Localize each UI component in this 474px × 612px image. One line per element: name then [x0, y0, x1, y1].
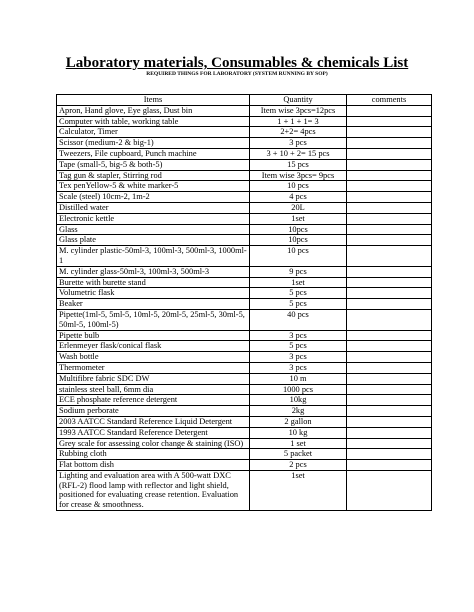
- comments-cell: [347, 438, 432, 449]
- comments-cell: [347, 170, 432, 181]
- quantity-cell: 1000 pcs: [250, 384, 347, 395]
- comments-cell: [347, 384, 432, 395]
- item-cell: Beaker: [57, 299, 250, 310]
- table-row: [57, 181, 432, 192]
- item-cell: Thermometer: [57, 362, 250, 373]
- item-cell: Grey scale for assessing color change & staining (ISO): [57, 438, 250, 449]
- table-row: [57, 438, 432, 449]
- item-cell: Calculator, Timer: [57, 127, 250, 138]
- quantity-cell: 9 pcs: [250, 266, 347, 277]
- comments-cell: [347, 277, 432, 288]
- item-cell: Multifibre fabric SDC DW: [57, 373, 250, 384]
- item-cell: Burette with burette stand: [57, 277, 250, 288]
- table-row: [57, 449, 432, 460]
- comments-cell: [347, 352, 432, 363]
- item-cell: Apron, Hand glove, Eye glass, Dust bin: [57, 105, 250, 116]
- comments-cell: [347, 224, 432, 235]
- table-row: [57, 460, 432, 471]
- quantity-cell: 2+2= 4pcs: [250, 127, 347, 138]
- comments-cell: [347, 246, 432, 267]
- quantity-cell: 5 packet: [250, 449, 347, 460]
- table-row: [57, 395, 432, 406]
- table-row: [57, 299, 432, 310]
- item-cell: stainless steel ball, 6mm dia: [57, 384, 250, 395]
- column-header-items: Items: [57, 95, 250, 106]
- table-row: [57, 352, 432, 363]
- table-row: [57, 362, 432, 373]
- quantity-cell: 20L: [250, 202, 347, 213]
- table-row: [57, 406, 432, 417]
- item-cell: Tag gun & stapler, Stirring rod: [57, 170, 250, 181]
- table-row: [57, 116, 432, 127]
- quantity-cell: 1set: [250, 213, 347, 224]
- table-row: [57, 202, 432, 213]
- comments-cell: [347, 449, 432, 460]
- comments-cell: [347, 138, 432, 149]
- table-header-row: [57, 95, 432, 106]
- column-header-quantity: Quantity: [250, 95, 347, 106]
- quantity-cell: 10pcs: [250, 235, 347, 246]
- item-cell: Rubbing cloth: [57, 449, 250, 460]
- quantity-cell: 5 pcs: [250, 299, 347, 310]
- comments-cell: [347, 148, 432, 159]
- comments-cell: [347, 309, 432, 330]
- document-subtitle: REQUIRED THINGS FOR LABORATORY (SYSTEM RUNNING BY SOP): [146, 71, 328, 77]
- comments-cell: [347, 416, 432, 427]
- item-cell: Tex penYellow-5 & white marker-5: [57, 181, 250, 192]
- quantity-cell: 10pcs: [250, 224, 347, 235]
- quantity-cell: 10 kg: [250, 427, 347, 438]
- table-body: [57, 105, 432, 510]
- comments-cell: [347, 470, 432, 510]
- item-cell: Scissor (medium-2 & big-1): [57, 138, 250, 149]
- comments-cell: [347, 127, 432, 138]
- table-row: [57, 127, 432, 138]
- table-row: [57, 159, 432, 170]
- comments-cell: [347, 213, 432, 224]
- column-header-comments: comments: [347, 95, 432, 106]
- quantity-cell: Item wise 3pcs= 9pcs: [250, 170, 347, 181]
- table-row: [57, 330, 432, 341]
- item-cell: Lighting and evaluation area with A 500-watt DXC (RFL-2) flood lamp with reflector and light shield, positioned for evaluating crease retention. Evaluation for crease & smoothness.: [57, 470, 250, 510]
- quantity-cell: 1 + 1 + 1= 3: [250, 116, 347, 127]
- table-row: [57, 105, 432, 116]
- quantity-cell: 5 pcs: [250, 341, 347, 352]
- item-cell: Glass: [57, 224, 250, 235]
- table-row: [57, 341, 432, 352]
- item-cell: Tweezers, File cupboard, Punch machine: [57, 148, 250, 159]
- comments-cell: [347, 330, 432, 341]
- table-row: [57, 192, 432, 203]
- quantity-cell: 2 pcs: [250, 460, 347, 471]
- quantity-cell: 10 pcs: [250, 181, 347, 192]
- table-row: [57, 277, 432, 288]
- item-cell: Wash bottle: [57, 352, 250, 363]
- comments-cell: [347, 235, 432, 246]
- comments-cell: [347, 181, 432, 192]
- item-cell: M. cylinder glass-50ml-3, 100ml-3, 500ml-3: [57, 266, 250, 277]
- quantity-cell: 10kg: [250, 395, 347, 406]
- quantity-cell: 3 pcs: [250, 138, 347, 149]
- comments-cell: [347, 341, 432, 352]
- table-row: [57, 213, 432, 224]
- table-row: [57, 427, 432, 438]
- table-row: [57, 309, 432, 330]
- table-row: [57, 266, 432, 277]
- item-cell: Tape (small-5, big-5 & both-5): [57, 159, 250, 170]
- item-cell: Electronic kettle: [57, 213, 250, 224]
- quantity-cell: 10 m: [250, 373, 347, 384]
- item-cell: 2003 AATCC Standard Reference Liquid Detergent: [57, 416, 250, 427]
- comments-cell: [347, 116, 432, 127]
- item-cell: 1993 AATCC Standard Reference Detergent: [57, 427, 250, 438]
- quantity-cell: 1 set: [250, 438, 347, 449]
- comments-cell: [347, 406, 432, 417]
- table-row: [57, 138, 432, 149]
- comments-cell: [347, 427, 432, 438]
- quantity-cell: 2kg: [250, 406, 347, 417]
- comments-cell: [347, 362, 432, 373]
- quantity-cell: 1set: [250, 470, 347, 510]
- table-row: [57, 170, 432, 181]
- quantity-cell: 3 + 10 + 2= 15 pcs: [250, 148, 347, 159]
- table-row: [57, 246, 432, 267]
- comments-cell: [347, 159, 432, 170]
- item-cell: Computer with table, working table: [57, 116, 250, 127]
- item-cell: Pipette(1ml-5, 5ml-5, 10ml-5, 20ml-5, 25ml-5, 30ml-5, 50ml-5, 100ml-5): [57, 309, 250, 330]
- quantity-cell: 3 pcs: [250, 352, 347, 363]
- item-cell: Erlenmeyer flask/conical flask: [57, 341, 250, 352]
- comments-cell: [347, 460, 432, 471]
- comments-cell: [347, 288, 432, 299]
- table-row: [57, 416, 432, 427]
- comments-cell: [347, 105, 432, 116]
- table-row: [57, 384, 432, 395]
- quantity-cell: 40 pcs: [250, 309, 347, 330]
- item-cell: Flat bottom dish: [57, 460, 250, 471]
- quantity-cell: Item wise 3pcs=12pcs: [250, 105, 347, 116]
- comments-cell: [347, 395, 432, 406]
- quantity-cell: 4 pcs: [250, 192, 347, 203]
- comments-cell: [347, 373, 432, 384]
- item-cell: Pipette bulb: [57, 330, 250, 341]
- item-cell: Volumetric flask: [57, 288, 250, 299]
- comments-cell: [347, 202, 432, 213]
- table-row: [57, 148, 432, 159]
- document-title: Laboratory materials, Consumables & chemicals List: [65, 55, 409, 71]
- table-row: [57, 288, 432, 299]
- quantity-cell: 1set: [250, 277, 347, 288]
- table-row: [57, 224, 432, 235]
- quantity-cell: 5 pcs: [250, 288, 347, 299]
- quantity-cell: 2 gallon: [250, 416, 347, 427]
- item-cell: Sodium perborate: [57, 406, 250, 417]
- item-cell: Glass plate: [57, 235, 250, 246]
- table-row: [57, 235, 432, 246]
- item-cell: Distilled water: [57, 202, 250, 213]
- quantity-cell: 15 pcs: [250, 159, 347, 170]
- comments-cell: [347, 266, 432, 277]
- table-row: [57, 373, 432, 384]
- quantity-cell: 3 pcs: [250, 330, 347, 341]
- quantity-cell: 3 pcs: [250, 362, 347, 373]
- materials-table: [56, 94, 432, 511]
- comments-cell: [347, 192, 432, 203]
- item-cell: M. cylinder plastic-50ml-3, 100ml-3, 500ml-3, 1000ml-1: [57, 246, 250, 267]
- table-row: [57, 470, 432, 510]
- comments-cell: [347, 299, 432, 310]
- quantity-cell: 10 pcs: [250, 246, 347, 267]
- item-cell: Scale (steel) 10cm-2, 1m-2: [57, 192, 250, 203]
- item-cell: ECE phosphate reference detergent: [57, 395, 250, 406]
